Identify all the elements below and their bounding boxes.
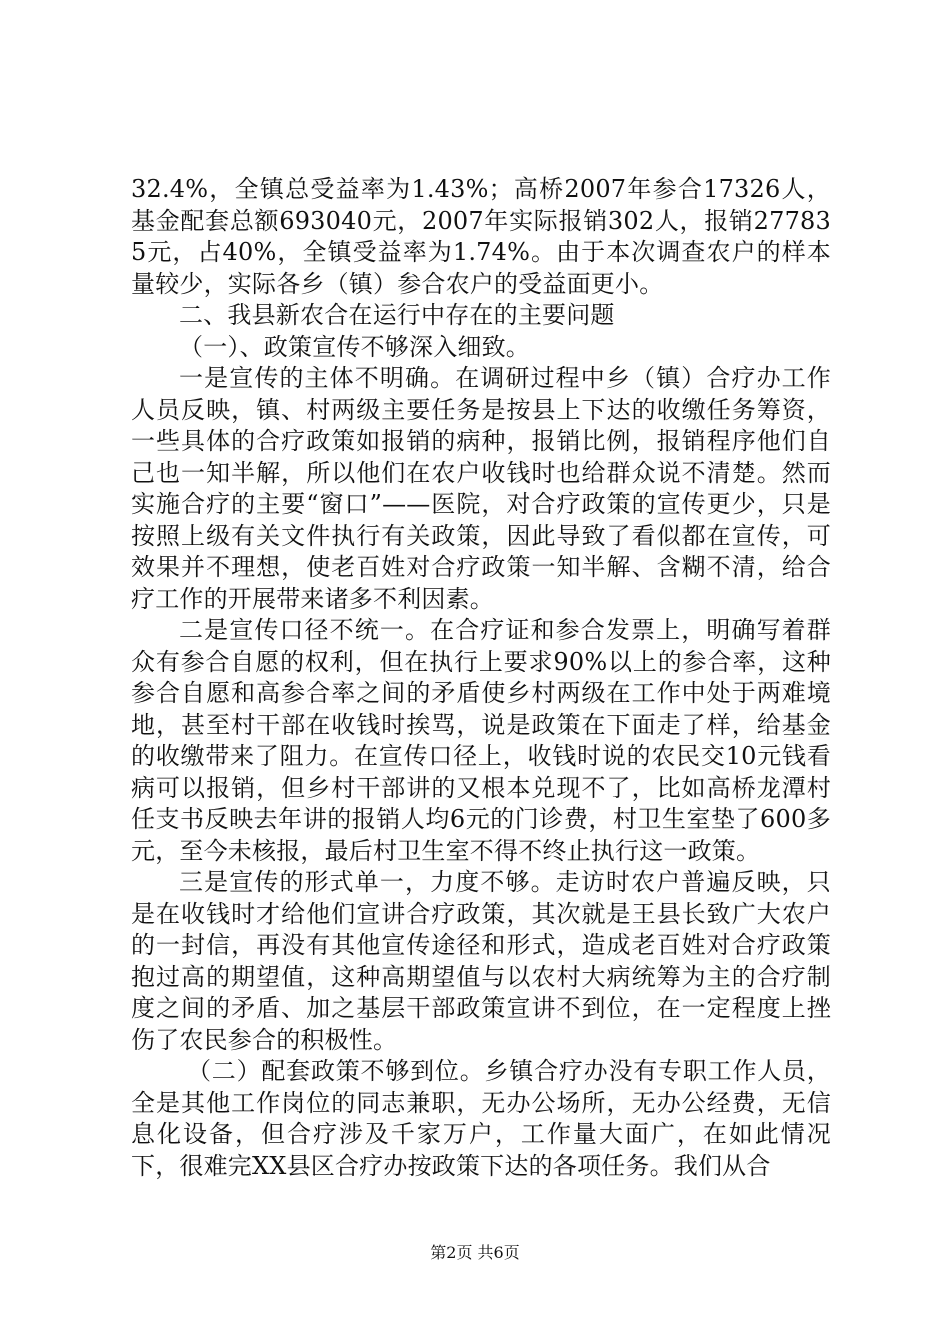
- paragraph-continuation: 32.4%，全镇总受益率为1.43%；高桥2007年参合17326人，基金配套总额693040元，2007年实际报销302人，报销277835元，占40%，全镇受益率为1.74%。由于本次调查农户的样本量较少，实际各乡（镇）参合农户的受益面更小。: [131, 175, 831, 298]
- paragraph-point-two: 二是宣传口径不统一。在合疗证和参合发票上，明确写着群众有参合自愿的权利，但在执行上要求90%以上的参合率，这种参合自愿和高参合率之间的矛盾使乡村两级在工作中处于两难境地，甚至村干部在收钱时挨骂，说是政策在下面走了样，给基金的收缴带来了阻力。在宣传口径上，收钱时说的农民交10元钱看病可以报销，但乡村干部讲的又根本兑现不了，比如高桥龙潭村任支书反映去年讲的报销人均6元的门诊费，村卫生室垫了600多元，至今未核报，最后村卫生室不得不终止执行这一政策。: [131, 616, 831, 865]
- subsection-heading-policy-publicity: （一）、政策宣传不够深入细致。: [179, 332, 530, 361]
- section-heading-main-problems: 二、我县新农合在运行中存在的主要问题: [179, 301, 615, 329]
- paragraph-supporting-policy: （二）配套政策不够到位。乡镇合疗办没有专职工作人员，全是其他工作岗位的同志兼职，无办公场所，无办公经费，无信息化设备，但合疗涉及千家万户，工作量大面广，在如此情况下，很难完XX县区合疗办按政策下达的各项任务。我们从合: [131, 1057, 831, 1180]
- paragraph-point-three: 三是宣传的形式单一，力度不够。走访时农户普遍反映，只是在收钱时才给他们宣讲合疗政策，其次就是王县长致广大农户的一封信，再没有其他宣传途径和形式，造成老百姓对合疗政策抱过高的期望值，这种高期望值与以农村大病统筹为主的合疗制度之间的矛盾、加之基层干部政策宣讲不到位，在一定程度上挫伤了农民参合的积极性。: [131, 868, 831, 1054]
- page-number-footer: 第2页 共6页: [430, 1243, 520, 1262]
- paragraph-point-one: 一是宣传的主体不明确。在调研过程中乡（镇）合疗办工作人员反映，镇、村两级主要任务是按县上下达的收缴任务筹资，一些具体的合疗政策如报销的病种，报销比例，报销程序他们自己也一知半解，所以他们在农户收钱时也给群众说不清楚。然而实施合疗的主要“窗口”——医院，对合疗政策的宣传更少，只是按照上级有关文件执行有关政策，因此导致了看似都在宣传，可效果并不理想，使老百姓对合疗政策一知半解、含糊不清，给合疗工作的开展带来诸多不利因素。: [131, 364, 831, 613]
- document-body: [131, 174, 831, 1182]
